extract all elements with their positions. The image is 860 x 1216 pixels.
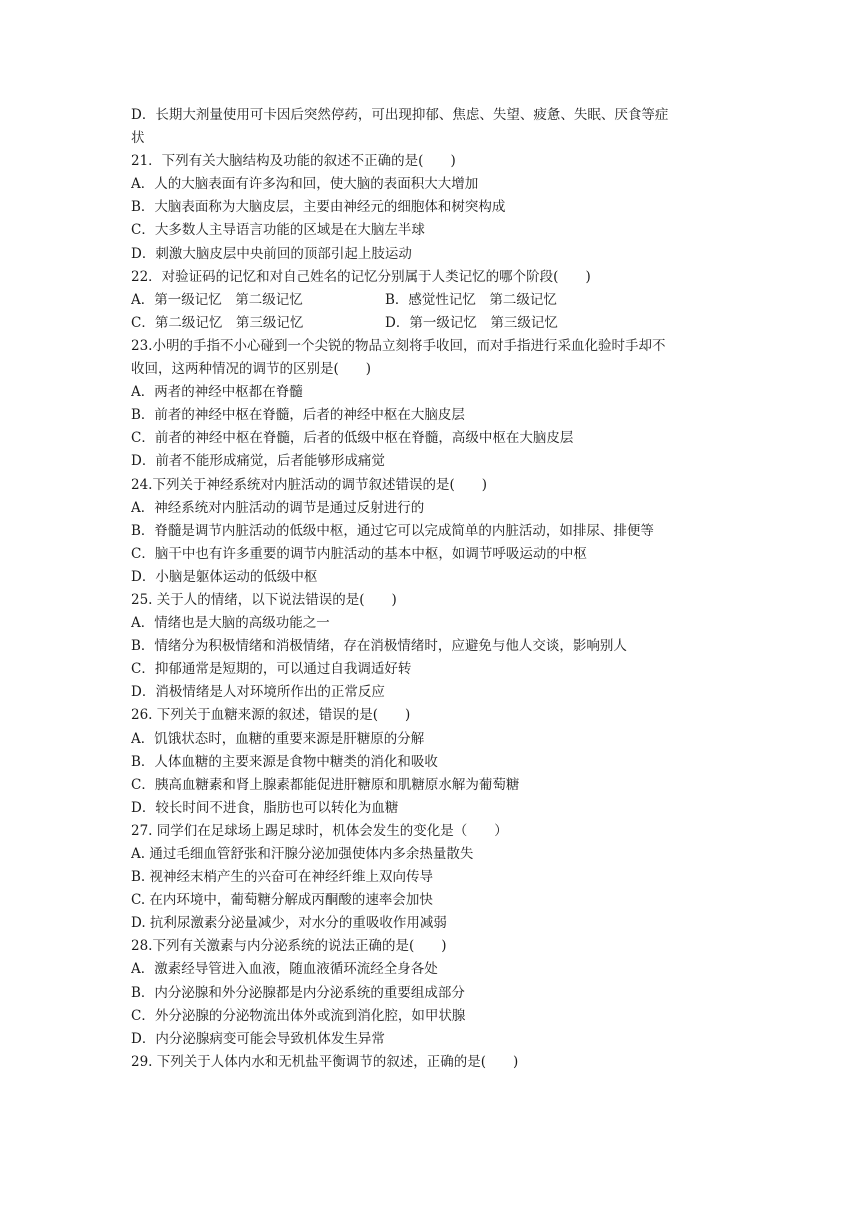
text-line: C．胰高血糖素和肾上腺素都能促进肝糖原和肌糖原水解为葡萄糖 — [131, 776, 520, 793]
text-line: A．饥饿状态时，血糖的重要来源是肝糖原的分解 — [131, 730, 425, 747]
text-line: D. 抗利尿激素分泌量减少，对水分的重吸收作用减弱 — [131, 915, 447, 932]
text-line: D．小脑是躯体运动的低级中枢 — [131, 568, 318, 585]
question-text: 26. 下列关于血糖来源的叙述，错误的是( ) — [131, 707, 411, 724]
text-line: D．较长时间不进食，脂肪也可以转化为血糖 — [131, 799, 399, 816]
text-line: D．前者不能形成痛觉，后者能够形成痛觉 — [131, 453, 385, 470]
question-text: 29. 下列关于人体内水和无机盐平衡调节的叙述，正确的是( ) — [131, 1053, 519, 1070]
text-line: B．大脑表面称为大脑皮层，主要由神经元的细胞体和树突构成 — [131, 199, 506, 216]
text-line: A．两者的神经中枢都在脊髓 — [131, 384, 303, 401]
text-line: B．脊髓是调节内脏活动的低级中枢，通过它可以完成简单的内脏活动，如排尿、排便等 — [131, 522, 654, 539]
text-line: C．抑郁通常是短期的，可以通过自我调适好转 — [131, 661, 412, 678]
text-line: A．人的大脑表面有许多沟和回，使大脑的表面积大大增加 — [131, 176, 479, 193]
text-line: C. 在内环境中，葡萄糖分解成丙酮酸的速率会加快 — [131, 892, 433, 909]
text-line: C．脑干中也有许多重要的调节内脏活动的基本中枢，如调节呼吸运动的中枢 — [131, 545, 587, 562]
question-text: 22．对验证码的记忆和对自己姓名的记忆分别属于人类记忆的哪个阶段( ) — [131, 268, 591, 285]
text-line: D．消极情绪是人对环境所作出的正常反应 — [131, 684, 385, 701]
text-line: C．外分泌腺的分泌物流出体外或流到消化腔，如甲状腺 — [131, 1007, 466, 1024]
option-text: A．第一级记忆 第二级记忆 — [131, 291, 303, 308]
option-row — [131, 289, 731, 312]
option-text: D．第一级记忆 第三级记忆 — [385, 314, 558, 331]
option-text: B．感觉性记忆 第二级记忆 — [385, 291, 557, 308]
text-line: D．长期大剂量使用可卡因后突然停药，可出现抑郁、焦虑、失望、疲惫、失眠、厌食等症 — [131, 107, 669, 123]
text-line: B．前者的神经中枢在脊髓，后者的神经中枢在大脑皮层 — [131, 407, 465, 424]
text-line: B．人体血糖的主要来源是食物中糖类的消化和吸收 — [131, 753, 438, 770]
question-text: 23.小明的手指不小心碰到一个尖锐的物品立刻将手收回，而对手指进行采血化验时手却不 — [131, 337, 666, 354]
option-text: C．第二级记忆 第三级记忆 — [131, 314, 304, 331]
text-line: 状 — [131, 130, 145, 147]
question-text: 24.下列关于神经系统对内脏活动的调节叙述错误的是( ) — [131, 476, 488, 493]
text-line: B．内分泌腺和外分泌腺都是内分泌系统的重要组成部分 — [131, 984, 465, 1001]
text-line: 收回，这两种情况的调节的区别是( ) — [131, 361, 372, 378]
text-line: C．前者的神经中枢在脊髓，后者的低级中枢在脊髓，高级中枢在大脑皮层 — [131, 430, 574, 447]
text-line: A. 通过毛细血管舒张和汗腺分泌加强使体内多余热量散失 — [131, 846, 474, 862]
question-text: 27. 同学们在足球场上踢足球时，机体会发生的变化是（ ） — [131, 822, 508, 839]
text-line: A．神经系统对内脏活动的调节是通过反射进行的 — [131, 499, 425, 516]
document-page — [131, 104, 731, 1074]
text-line: D．刺激大脑皮层中央前回的顶部引起上肢运动 — [131, 245, 412, 262]
text-line: A．激素经导管进入血液，随血液循环流经全身各处 — [131, 961, 438, 978]
text-line: B. 视神经末梢产生的兴奋可在神经纤维上双向传导 — [131, 869, 434, 886]
option-row — [131, 312, 731, 335]
text-line: A．情绪也是大脑的高级功能之一 — [131, 615, 330, 632]
question-text: 25. 关于人的情绪，以下说法错误的是( ) — [131, 591, 397, 608]
text-line: D．内分泌腺病变可能会导致机体发生异常 — [131, 1030, 385, 1047]
question-text: 28.下列有关激素与内分泌系统的说法正确的是( ) — [131, 938, 447, 955]
question-text: 21．下列有关大脑结构及功能的叙述不正确的是( ) — [131, 153, 456, 170]
text-line: C．大多数人主导语言功能的区域是在大脑左半球 — [131, 222, 425, 239]
text-line: B．情绪分为积极情绪和消极情绪，存在消极情绪时，应避免与他人交谈，影响别人 — [131, 638, 627, 655]
